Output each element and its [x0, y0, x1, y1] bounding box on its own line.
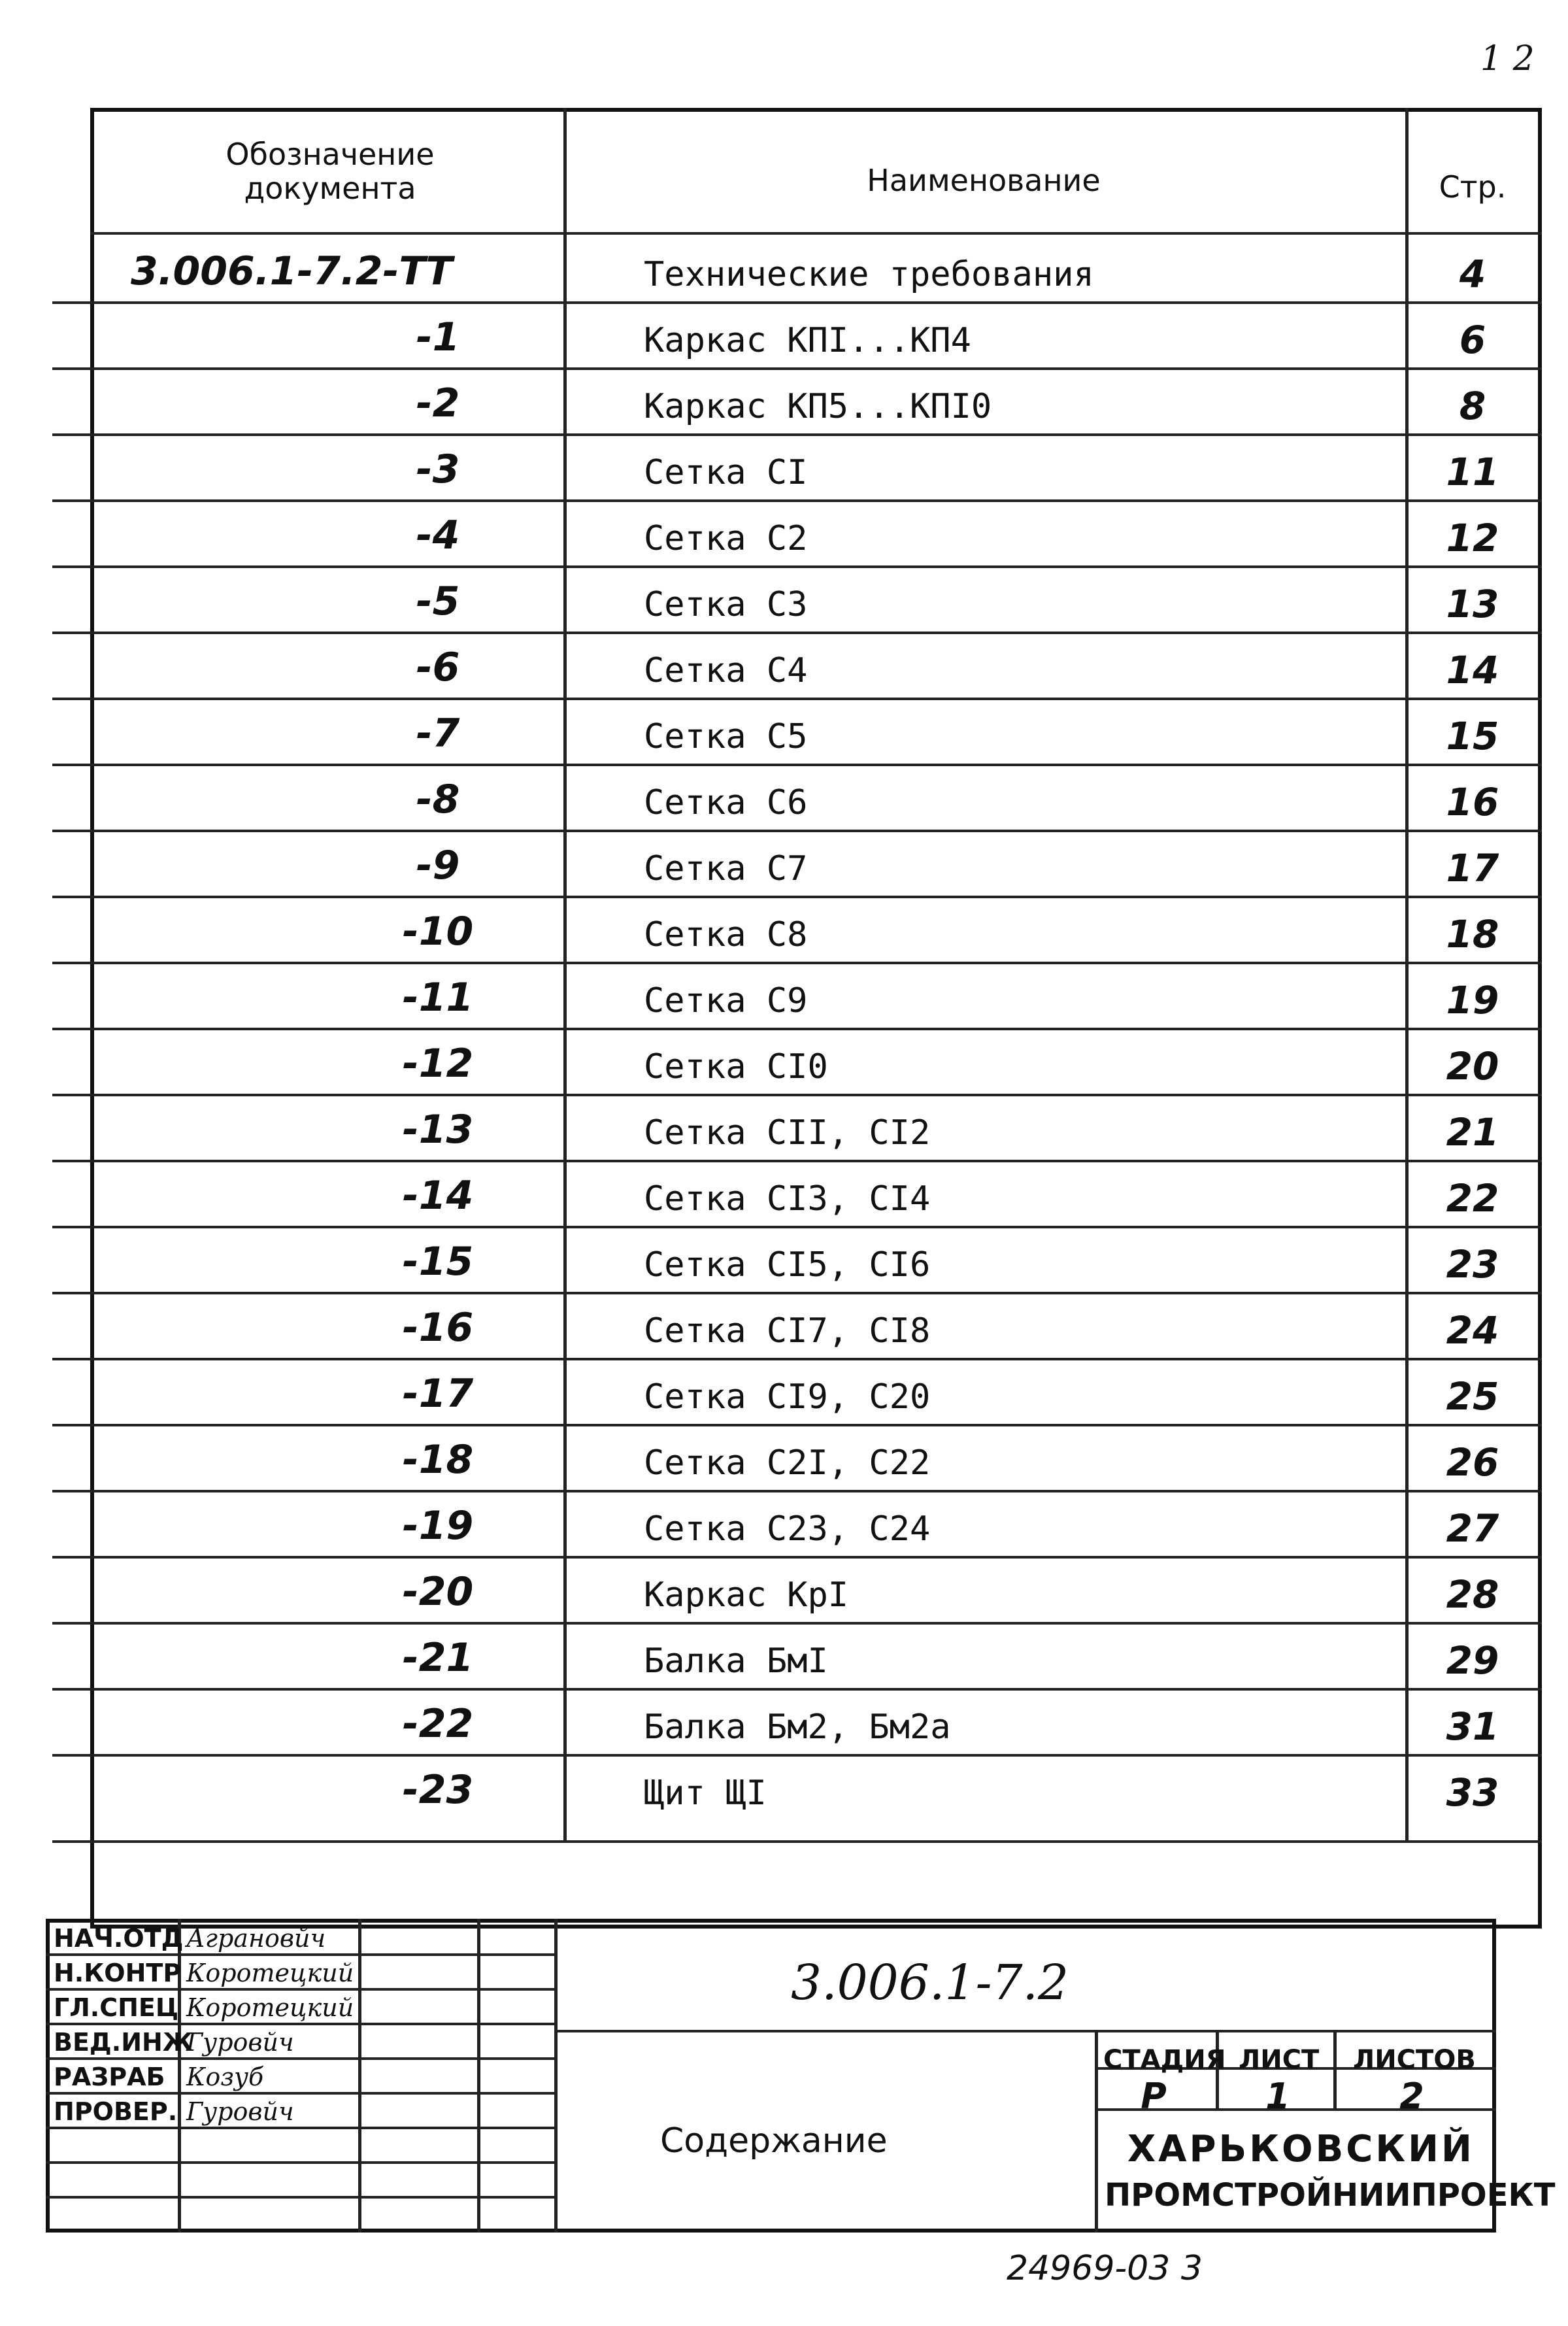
- row-page: 29: [1446, 1638, 1499, 1683]
- row-designation: -22: [402, 1701, 474, 1747]
- row-designation: -10: [402, 909, 474, 954]
- stamp-label-stage: СТАДИЯ: [1103, 2045, 1226, 2075]
- row-divider: [52, 764, 1542, 766]
- row-name: Сетка С23, С24: [644, 1509, 931, 1549]
- row-divider: [52, 1490, 1542, 1492]
- corner-sheet-mark: 1 2: [1480, 39, 1535, 78]
- row-name: Сетка СI: [644, 453, 808, 492]
- row-name: Каркас КрI: [644, 1576, 849, 1615]
- stamp-hline: [46, 2161, 554, 2164]
- row-designation: -15: [402, 1239, 474, 1285]
- stamp-hline: [46, 2023, 554, 2025]
- row-page: 18: [1446, 912, 1499, 956]
- row-name: Сетка С6: [644, 783, 808, 822]
- row-designation: -14: [402, 1173, 474, 1219]
- row-page: 33: [1446, 1770, 1499, 1815]
- row-name: Сетка СI5, СI6: [644, 1245, 931, 1285]
- row-designation: -21: [402, 1635, 474, 1681]
- row-divider: [52, 1358, 1542, 1360]
- stamp-organization-line2: ПРОМСТРОЙНИИПРОЕКТ: [1105, 2177, 1556, 2214]
- row-name: Сетка СI9, С20: [644, 1377, 931, 1417]
- row-name: Сетка С5: [644, 717, 808, 756]
- row-name: Сетка СI3, СI4: [644, 1179, 931, 1219]
- row-divider: [52, 565, 1542, 568]
- row-designation: -13: [402, 1107, 474, 1153]
- row-designation: -8: [416, 777, 460, 822]
- row-divider: [52, 499, 1542, 502]
- row-divider: [52, 1028, 1542, 1030]
- footer-inventory-number: 24969-03 3: [1007, 2249, 1203, 2288]
- row-designation: -9: [416, 843, 460, 888]
- row-page: 21: [1446, 1110, 1499, 1155]
- row-designation: -23: [402, 1767, 474, 1813]
- stamp-person: Аграновйч: [186, 1924, 326, 1953]
- row-divider: [52, 632, 1542, 634]
- row-page: 23: [1446, 1242, 1499, 1287]
- row-divider: [52, 1226, 1542, 1228]
- stamp-hline: [46, 2057, 554, 2060]
- row-designation: -18: [402, 1437, 474, 1483]
- row-divider: [52, 1556, 1542, 1559]
- row-name: Сетка С7: [644, 849, 808, 888]
- row-page: 25: [1446, 1374, 1499, 1419]
- row-name: Щит ЩI: [644, 1774, 767, 1813]
- stamp-person: Козуб: [186, 2063, 264, 2091]
- stamp-hline: [46, 1988, 554, 1991]
- row-page: 26: [1446, 1440, 1499, 1485]
- row-name: Сетка СI0: [644, 1047, 828, 1087]
- row-divider: [52, 433, 1542, 436]
- row-page: 28: [1446, 1572, 1499, 1617]
- row-page: 14: [1446, 648, 1499, 692]
- stamp-vline: [1333, 2030, 1337, 2108]
- stamp-person: Коротецкий: [186, 1959, 354, 1987]
- row-name: Сетка С4: [644, 651, 808, 690]
- row-designation: -12: [402, 1041, 474, 1087]
- row-divider: [52, 1094, 1542, 1096]
- header-designation: Обозначение документа: [225, 137, 435, 206]
- row-page: 24: [1446, 1308, 1499, 1353]
- header-page: Стр.: [1439, 169, 1507, 205]
- row-name: Сетка СII, СI2: [644, 1113, 931, 1153]
- row-divider: [52, 1622, 1542, 1625]
- stamp-person: Гуровйч: [186, 2097, 294, 2126]
- row-page: 11: [1446, 450, 1499, 494]
- stamp-role: ПРОВЕР.: [54, 2097, 178, 2126]
- row-divider: [52, 962, 1542, 964]
- row-divider: [52, 1292, 1542, 1294]
- row-designation: -17: [402, 1371, 474, 1417]
- row-name: Балка БмI: [644, 1642, 828, 1681]
- row-designation: 3.006.1-7.2-ТТ: [131, 248, 453, 294]
- stamp-vline: [1095, 2030, 1098, 2233]
- row-page: 19: [1446, 978, 1499, 1022]
- stamp-hline: [46, 2127, 554, 2129]
- row-designation: -2: [416, 380, 460, 426]
- row-designation: -20: [402, 1569, 474, 1615]
- row-divider: [52, 1160, 1542, 1162]
- row-divider: [52, 830, 1542, 832]
- stamp-role: НАЧ.ОТД: [54, 1924, 184, 1953]
- row-name: Технические требования: [644, 255, 1094, 294]
- row-name: Сетка С8: [644, 915, 808, 954]
- row-page: 16: [1446, 780, 1499, 824]
- row-page: 8: [1459, 384, 1486, 428]
- row-designation: -3: [416, 447, 460, 492]
- row-name: Каркас КПI...КП4: [644, 321, 971, 360]
- row-designation: -7: [416, 711, 460, 756]
- row-designation: -5: [416, 579, 460, 624]
- stamp-hline: [46, 2196, 554, 2199]
- stamp-person: Гуровйч: [186, 2028, 294, 2057]
- stamp-role: РАЗРАБ: [54, 2063, 165, 2091]
- row-name: Сетка С2I, С22: [644, 1443, 931, 1483]
- stamp-vline: [477, 1919, 480, 2233]
- row-page: 31: [1446, 1704, 1499, 1749]
- row-divider: [52, 896, 1542, 898]
- row-name: Сетка СI7, СI8: [644, 1311, 931, 1351]
- row-divider: [52, 698, 1542, 700]
- row-divider: [52, 367, 1542, 370]
- stamp-person: Коротецкий: [186, 1993, 354, 2022]
- stamp-label-sheet: ЛИСТ: [1239, 2045, 1320, 2075]
- stamp-label-sheets: ЛИСТОВ: [1353, 2045, 1476, 2075]
- row-page: 15: [1446, 714, 1499, 758]
- row-divider: [52, 1688, 1542, 1691]
- row-divider: [52, 301, 1542, 304]
- row-page: 13: [1446, 582, 1499, 626]
- row-name: Каркас КП5...КПI0: [644, 387, 992, 426]
- row-page: 17: [1446, 846, 1499, 890]
- stamp-role: ГЛ.СПЕЦ: [54, 1993, 179, 2022]
- stamp-hline: [46, 2092, 554, 2095]
- row-page: 6: [1459, 318, 1486, 362]
- stamp-role: ВЕД.ИНЖ: [54, 2028, 193, 2057]
- row-name: Сетка С3: [644, 585, 808, 624]
- row-designation: -4: [416, 513, 460, 558]
- stamp-vline: [358, 1919, 361, 2233]
- row-designation: -11: [402, 975, 474, 1020]
- row-page: 20: [1446, 1044, 1499, 1088]
- row-designation: -6: [416, 645, 460, 690]
- row-designation: -16: [402, 1305, 474, 1351]
- stamp-organization-line1: ХАРЬКОВСКИЙ: [1127, 2128, 1475, 2170]
- row-name: Сетка С9: [644, 981, 808, 1020]
- row-name: Сетка С2: [644, 519, 808, 558]
- stamp-hline: [554, 2030, 1496, 2032]
- row-page: 27: [1446, 1506, 1499, 1551]
- stamp-vline: [554, 1919, 558, 2233]
- header-name: Наименование: [867, 163, 1101, 198]
- stamp-role: Н.КОНТР: [54, 1959, 182, 1987]
- stamp-title: Содержание: [660, 2121, 888, 2161]
- row-page: 4: [1459, 252, 1486, 296]
- row-divider: [52, 1424, 1542, 1426]
- row-name: Балка Бм2, Бм2а: [644, 1708, 951, 1747]
- row-page: 12: [1446, 516, 1499, 560]
- row-divider: [52, 1754, 1542, 1757]
- row-designation: -1: [416, 314, 460, 360]
- stamp-value-sheets: 2: [1399, 2076, 1424, 2117]
- stamp-value-stage: Р: [1141, 2076, 1167, 2117]
- row-page: 22: [1446, 1176, 1499, 1221]
- stamp-hline: [46, 1953, 554, 1956]
- row-designation: -19: [402, 1503, 474, 1549]
- stamp-value-sheet: 1: [1265, 2076, 1290, 2117]
- stamp-document-code: 3.006.1-7.2: [791, 1955, 1069, 2011]
